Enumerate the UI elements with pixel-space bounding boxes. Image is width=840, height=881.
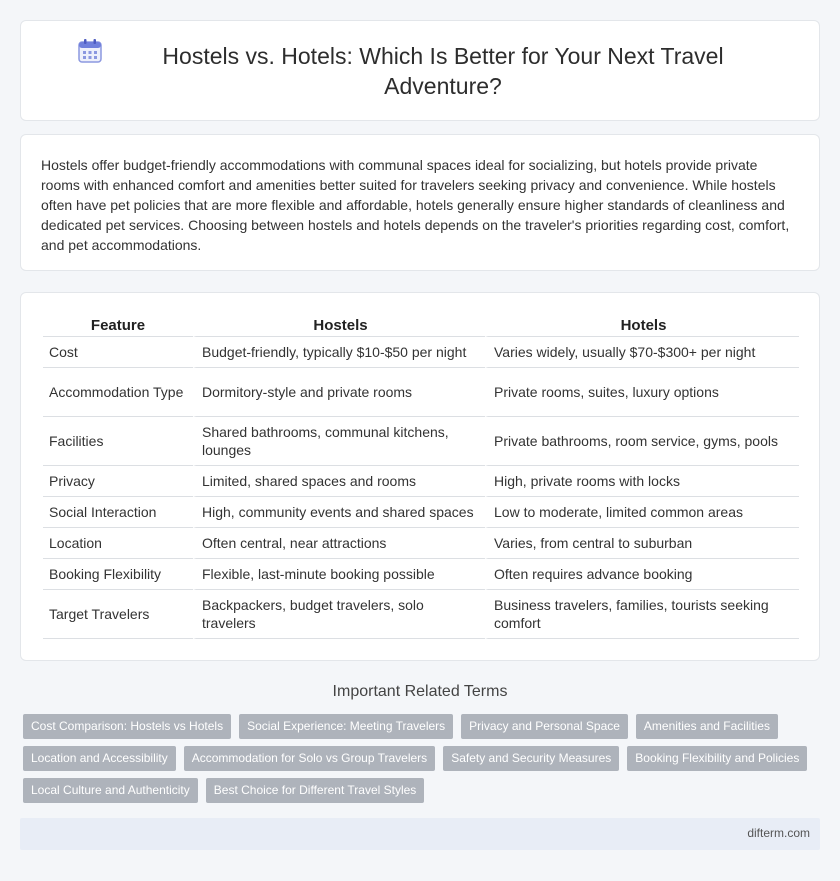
table-cell: Social Interaction [43,497,193,528]
table-cell: Business travelers, families, tourists seeking comfort [485,590,799,639]
table-row [43,590,799,639]
table-cell: Flexible, last-minute booking possible [193,559,485,590]
table-cell: Limited, shared spaces and rooms [193,466,485,497]
comparison-table [43,315,799,639]
summary-card [20,134,820,271]
table-row [43,417,799,466]
related-term-tag[interactable]: Best Choice for Different Travel Styles [206,778,425,803]
header-feature: Feature [43,315,193,337]
header-hostels: Hostels [193,315,485,337]
related-term-tag[interactable]: Privacy and Personal Space [461,714,628,739]
summary-text: Hostels offer budget-friendly accommodations with communal spaces ideal for socializing, but hotels provide private rooms with enhanced comfort and amenities better suited for travelers seeking privacy and convenience. While hostels often have pet policies that are more flexible and affordable, hotels generally ensure higher standards of cleanliness and dedicated pet services. Choosing between hostels and hotels depends on the traveler's priorities regarding cost, comfort, and pet accommodations. [41,157,790,253]
related-term-tag[interactable]: Location and Accessibility [23,746,176,771]
table-cell: Privacy [43,466,193,497]
table-cell: Booking Flexibility [43,559,193,590]
table-row [43,368,799,417]
table-row [43,497,799,528]
related-term-tag[interactable]: Safety and Security Measures [443,746,619,771]
table-cell: Often requires advance booking [485,559,799,590]
table-cell: Backpackers, budget travelers, solo travelers [193,590,485,639]
table-row [43,337,799,368]
table-cell: High, private rooms with locks [485,466,799,497]
table-cell: Often central, near attractions [193,528,485,559]
table-header-row [43,315,799,337]
footer-brand[interactable]: difterm.com [747,826,810,840]
table-row [43,559,799,590]
table-cell: Dormitory-style and private rooms [193,368,485,417]
related-terms-title: Important Related Terms [332,683,508,700]
table-row [43,528,799,559]
related-term-tag[interactable]: Accommodation for Solo vs Group Travelers [184,746,435,771]
table-cell: Low to moderate, limited common areas [485,497,799,528]
related-term-tag[interactable]: Cost Comparison: Hostels vs Hotels [23,714,231,739]
table-cell: Varies, from central to suburban [485,528,799,559]
table-row [43,466,799,497]
related-term-tag[interactable]: Amenities and Facilities [636,714,778,739]
table-cell: Target Travelers [43,590,193,639]
table-cell: Private rooms, suites, luxury options [485,368,799,417]
calendar-icon [77,38,103,64]
title-row [21,21,819,120]
table-card [20,292,820,661]
footer [20,818,820,850]
table-cell: Varies widely, usually $70-$300+ per night [485,337,799,368]
related-term-tag[interactable]: Social Experience: Meeting Travelers [239,714,453,739]
related-term-tag[interactable]: Local Culture and Authenticity [23,778,198,803]
table-cell: Budget-friendly, typically $10-$50 per night [193,337,485,368]
page-title: Hostels vs. Hotels: Which Is Better for Your Next Travel Adventure? [162,42,724,99]
table-cell: Private bathrooms, room service, gyms, pools [485,417,799,466]
table-cell: Location [43,528,193,559]
table-cell: Cost [43,337,193,368]
header-hotels: Hotels [485,315,799,337]
title-card [20,20,820,121]
table-cell: Accommodation Type [43,368,193,417]
table-cell: Shared bathrooms, communal kitchens, lounges [193,417,485,466]
related-terms-list [23,714,823,810]
table-cell: High, community events and shared spaces [193,497,485,528]
table-cell: Facilities [43,417,193,466]
related-term-tag[interactable]: Booking Flexibility and Policies [627,746,807,771]
